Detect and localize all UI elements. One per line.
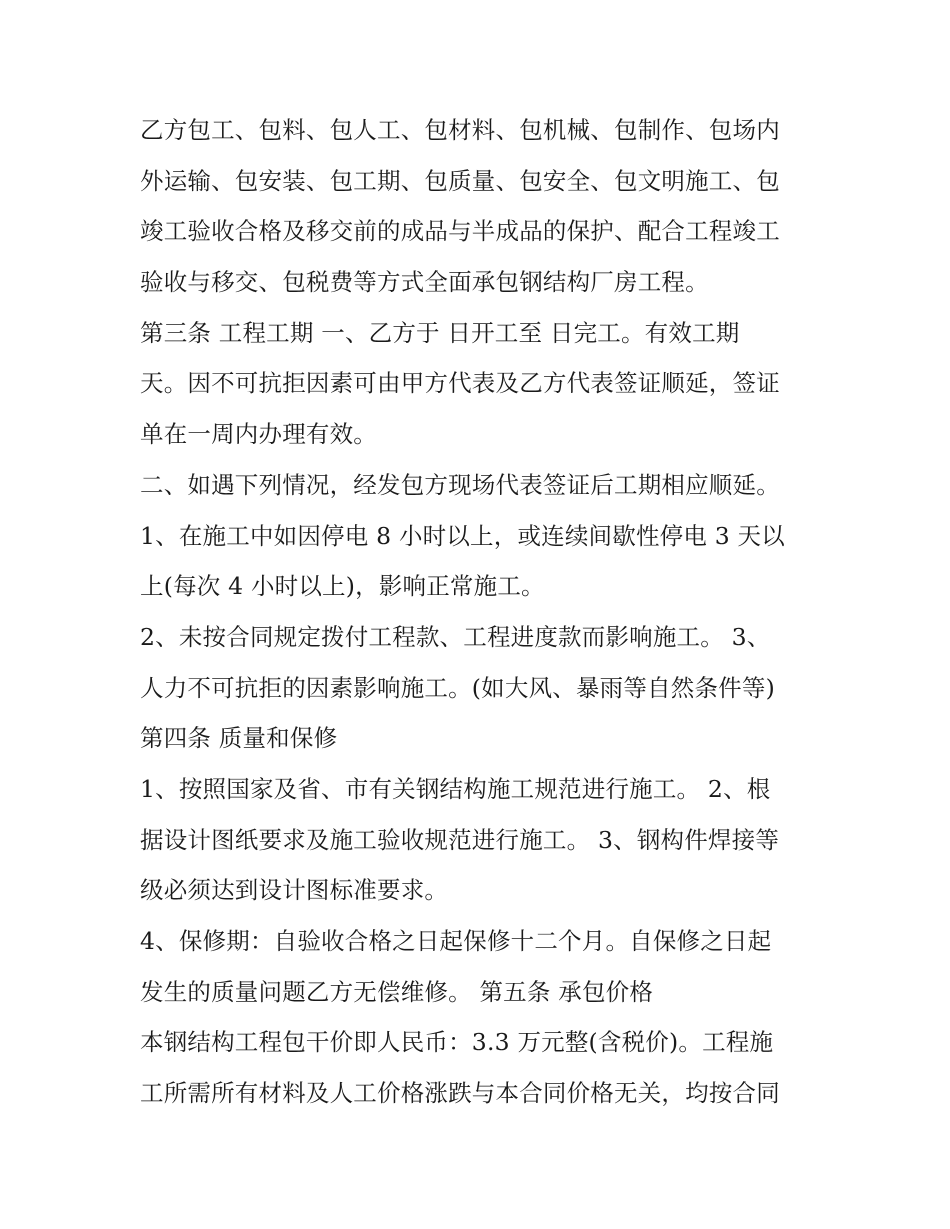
text-line: 2、未按合同规定拨付工程款、工程进度款而影响施工。 3、 <box>140 622 771 651</box>
text-line: 工所需所有材料及人工价格涨跌与本合同价格无关，均按合同 <box>140 1079 780 1108</box>
text-line: 二、如遇下列情况，经发包方现场代表签证后工期相应顺延。 <box>140 470 780 499</box>
text-line: 本钢结构工程包干价即人民币：3.3 万元整(含税价)。工程施 <box>140 1028 774 1057</box>
document-body <box>140 105 820 1119</box>
text-line: 人力不可抗拒的因素影响施工。(如大风、暴雨等自然条件等) <box>140 673 775 702</box>
text-line: 1、在施工中如因停电 8 小时以上，或连续间歇性停电 3 天以 <box>140 521 785 550</box>
text-line: 乙方包工、包料、包人工、包材料、包机械、包制作、包场内 <box>140 116 780 144</box>
text-line: 竣工验收合格及移交前的成品与半成品的保护、配合工程竣工 <box>140 217 780 246</box>
text-line: 4、保修期：自验收合格之日起保修十二个月。自保修之日起 <box>140 927 772 955</box>
text-line: 天。因不可抗拒因素可由甲方代表及乙方代表签证顺延，签证 <box>140 369 780 398</box>
article-4-heading: 第四条 质量和保修 <box>140 724 338 753</box>
text-line: 验收与移交、包税费等方式全面承包钢结构厂房工程。 <box>140 268 709 297</box>
article-3-heading-line: 第三条 工程工期 一、乙方于 日开工至 日完工。有效工期 <box>140 318 740 347</box>
text-line: 1、按照国家及省、市有关钢结构施工规范进行施工。 2、根 <box>140 774 771 803</box>
text-line: 级必须达到设计图标准要求。 <box>140 876 449 905</box>
text-line: 发生的质量问题乙方无偿维修。 第五条 承包价格 <box>140 977 654 1006</box>
text-line: 外运输、包安装、包工期、包质量、包安全、包文明施工、包 <box>140 166 780 195</box>
text-line: 据设计图纸要求及施工验收规范进行施工。 3、钢构件焊接等 <box>140 825 780 854</box>
text-line: 上(每次 4 小时以上)，影响正常施工。 <box>140 572 545 601</box>
text-line: 单在一周内办理有效。 <box>140 420 377 449</box>
